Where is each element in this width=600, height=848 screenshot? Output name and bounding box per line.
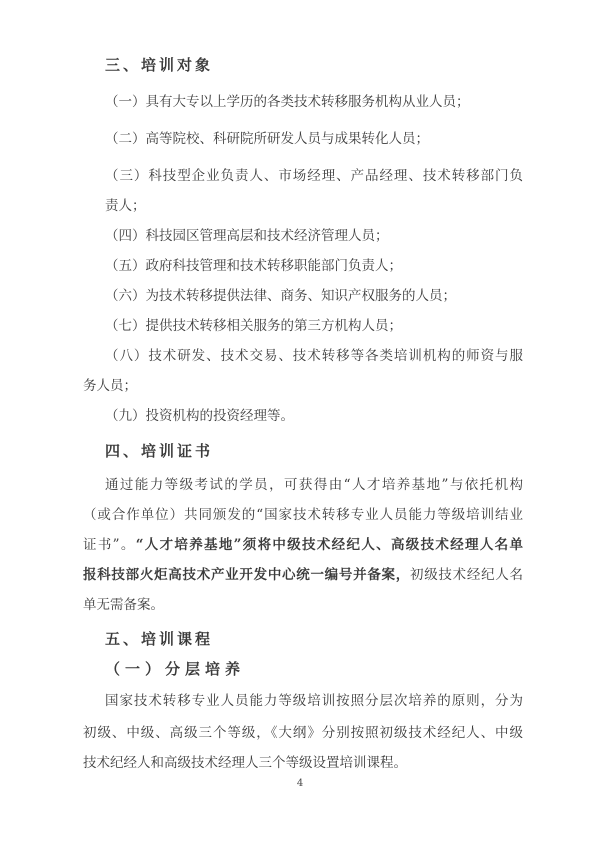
document-line: 通过能力等级考试的学员，可获得由“人才培养基地”与依托机构 <box>105 477 523 493</box>
document-line: （九）投资机构的投资经理等。 <box>105 408 294 424</box>
document-line: （一）具有大专以上学历的各类技术转移服务机构从业人员； <box>105 94 470 110</box>
subsection-heading: （一）分层培养 <box>105 660 246 678</box>
section-heading: 四、培训证书 <box>105 442 214 460</box>
text-segment: 证书”。 <box>83 537 136 553</box>
document-line: 责人； <box>105 198 146 214</box>
document-line: （二）高等院校、科研院所研发人员与成果转化人员； <box>105 131 429 147</box>
document-line: 单无需备案。 <box>83 597 164 613</box>
document-line: 务人员； <box>83 378 137 394</box>
document-body <box>83 50 523 778</box>
bold-text-segment: 报科技部火炬高技术产业开发中心统一编号并备案， <box>83 567 410 583</box>
section-heading: 五、培训课程 <box>105 630 214 648</box>
text-segment: 初级技术经纪人名 <box>409 567 524 583</box>
document-line: （八）技术研发、技术交易、技术转移等各类培训机构的师资与服 <box>105 348 523 364</box>
document-line: （三）科技型企业负责人、市场经理、产品经理、技术转移部门负 <box>105 168 523 184</box>
bold-text-segment: “人才培养基地”须将中级技术经纪人、高级技术经理人名单 <box>135 537 524 553</box>
document-line: （七）提供技术转移相关服务的第三方机构人员； <box>105 318 402 334</box>
page-number: 4 <box>296 778 304 789</box>
document-line <box>83 530 523 560</box>
section-heading: 三、培训对象 <box>105 56 214 74</box>
document-line: （或合作单位）共同颁发的“国家技术转移专业人员能力等级培训结业 <box>83 507 523 523</box>
document-line <box>83 560 523 590</box>
document-line: 国家技术转移专业人员能力等级培训按照分层次培养的原则，分为 <box>105 693 523 709</box>
document-line: （六）为技术转移提供法律、商务、知识产权服务的人员； <box>105 288 456 304</box>
document-line: （四）科技园区管理高层和技术经济管理人员； <box>105 228 389 244</box>
document-line: 技术纪经人和高级技术经理人三个等级设置培训课程。 <box>83 755 407 771</box>
document-line: 初级、中级、高级三个等级，《大纲》分别按照初级技术经纪人、中级 <box>83 725 523 741</box>
document-line: （五）政府科技管理和技术转移职能部门负责人； <box>105 258 402 274</box>
